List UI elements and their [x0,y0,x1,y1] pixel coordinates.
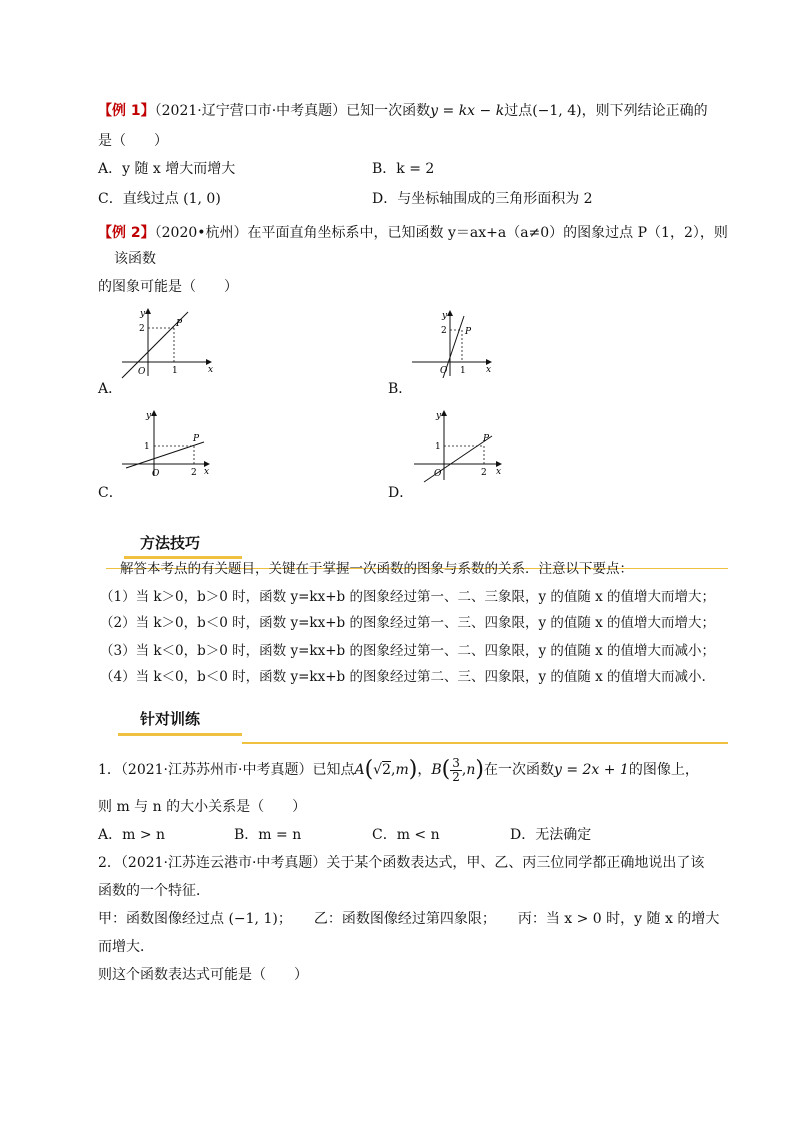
q1-sqrt-two: 2 [382,762,392,778]
graph-d-tick-x: 2 [481,468,487,478]
graph-d-x-label: x [496,467,502,477]
graph-c-y-label: y [146,411,152,421]
example1-stem-part2: 过点 [504,103,533,119]
example1-option-c: C．直线过点 (1, 0) [98,191,221,207]
q1-number: 1． [98,762,121,778]
example1-equation: y = kx − k [430,103,505,119]
example2-option-c: C． [98,485,123,501]
example2-tag: 【例 2】 [98,225,155,241]
training-heading: 针对训练 [140,710,201,728]
graph-c-point-label: P [193,434,200,444]
example1-stem [98,100,708,122]
q1-source: （2021·江苏苏州市·中考真题） [120,762,313,778]
example2-stem-line1 [98,222,728,244]
example2-graph-a [118,308,214,378]
graph-d-origin: O [434,469,442,479]
training-q2-line5: 则这个函数表达式可能是（ ） [98,967,308,983]
q2-bing: 丙：当 x > 0 时，y 随 x 的增大 [517,911,720,927]
example1-stem-part1: 已知一次函数 [346,103,431,119]
methods-intro: 解答本考点的有关题目，关键在于掌握一次函数的图象与系数的关系．注意以下要点： [120,561,633,577]
graph-c-tick-y: 1 [144,442,150,452]
methods-point-1: （1）当 k＞0，b＞0 时，函数 y=kx+b 的图象经过第一、二、三象限，y 的值随 x 的值增大而增大； [100,589,716,605]
example1-source: （2021·辽宁营口市·中考真题） [154,103,347,119]
graph-a-y-label: y [140,309,146,319]
graph-c-tick-x: 2 [191,468,197,478]
example1-option-d: D．与坐标轴围成的三角形面积为 2 [372,191,593,207]
example2-option-d: D． [388,485,414,501]
graph-a-origin: O [138,367,146,377]
q1-equation: y = 2x + 1 [553,762,629,778]
example1-point: (−1, 4) [532,103,582,119]
q1-text-c: 的图像上， [628,762,699,778]
training-q1-line2: 则 m 与 n 的大小关系是（ ） [98,799,307,815]
graph-a-point-label: P [176,319,183,329]
example2-graph-b [410,310,496,378]
q2-yi: 乙：函数图像经过第四象限； [313,911,496,927]
q1-text-b: 在一次函数 [483,762,554,778]
graph-b-x-label: x [486,365,492,375]
q2-jia: 甲：函数图像经过点 (−1, 1)； [98,911,292,927]
example1-stem-line2: 是（ ） [98,133,168,149]
graph-b-y-label: y [442,311,448,321]
example2-option-b: B． [388,381,413,397]
example2-stem-line3: 的图象可能是（ ） [98,279,238,295]
q1-frac-den: 2 [452,769,460,784]
q1-point-a-label: A [354,762,365,778]
q1-option-b: B．m = n [234,827,302,843]
training-q2-line1: 2．（2021·江苏连云港市·中考真题）关于某个函数表达式，甲、乙、丙三位同学都正确地说出了该 [98,855,705,871]
training-q2-line2: 函数的一个特征． [98,883,210,899]
graph-b-tick-y: 2 [441,326,447,336]
graph-b-point-label: P [465,327,472,337]
q1-option-c: C．m < n [372,827,440,843]
graph-c-x-label: x [204,467,210,477]
training-divider [242,742,728,744]
example2-stem-line2: 该函数 [114,251,156,267]
q1-frac-num: 3 [452,755,460,770]
q1-var-m: m [395,762,409,778]
graph-a-tick-y: 2 [139,324,145,334]
graph-a-x-label: x [208,365,214,375]
example1-option-b: B．k = 2 [372,161,435,177]
example1-stem-part3: ，则下列结论正确的 [581,103,708,119]
graph-d-point-label: P [483,434,490,444]
training-q1-stem: 1．（2021·江苏苏州市·中考真题）已知点A(√2,m)，B( $\frac{3}{2}$ ,n)在一次函数y = 2x + 1的图像上， [98,755,699,784]
training-q2-line3 [98,908,719,930]
example1-option-a: A．y 随 x 增大而增大 [98,161,236,177]
q1-text-a: 已知点 [312,762,355,778]
example1-tag: 【例 1】 [98,103,155,119]
graph-a-tick-x: 1 [172,366,178,376]
methods-point-3: （3）当 k＜0，b＞0 时，函数 y=kx+b 的图象经过第一、二、四象限，y 的值随 x 的值增大而减小； [100,643,716,659]
training-q2-line4: 而增大． [98,939,154,955]
methods-point-4: （4）当 k＜0，b＜0 时，函数 y=kx+b 的图象经过第二、三、四象限，y 的值随 x 的值增大而减小. [100,669,706,685]
example2-stem-text: （2020•杭州）在平面直角坐标系中，已知函数 y＝ax+a（a≠0）的图象过点 P（1，2），则 [154,225,728,241]
q1-fraction [450,757,462,784]
graph-d-tick-y: 1 [435,442,441,452]
example2-graph-d [412,410,508,482]
graph-c-origin: O [152,469,160,479]
methods-point-2: （2）当 k＞0，b＜0 时，函数 y=kx+b 的图象经过第一、三、四象限，y 的值随 x 的值增大而增大； [100,615,716,631]
q1-option-d: D．无法确定 [510,827,592,843]
training-heading-underline [118,733,242,736]
q1-var-n: n [466,762,476,778]
q1-option-a: A．m > n [98,827,166,843]
example2-graph-c [120,410,216,478]
example2-option-a: A． [98,381,123,397]
graph-b-origin: O [440,366,448,376]
methods-heading: 方法技巧 [140,534,201,552]
graph-b-tick-x: 1 [460,366,466,376]
q1-point-b-label: B [431,762,442,778]
q1-comma: ， [417,762,432,778]
graph-d-y-label: y [436,411,442,421]
